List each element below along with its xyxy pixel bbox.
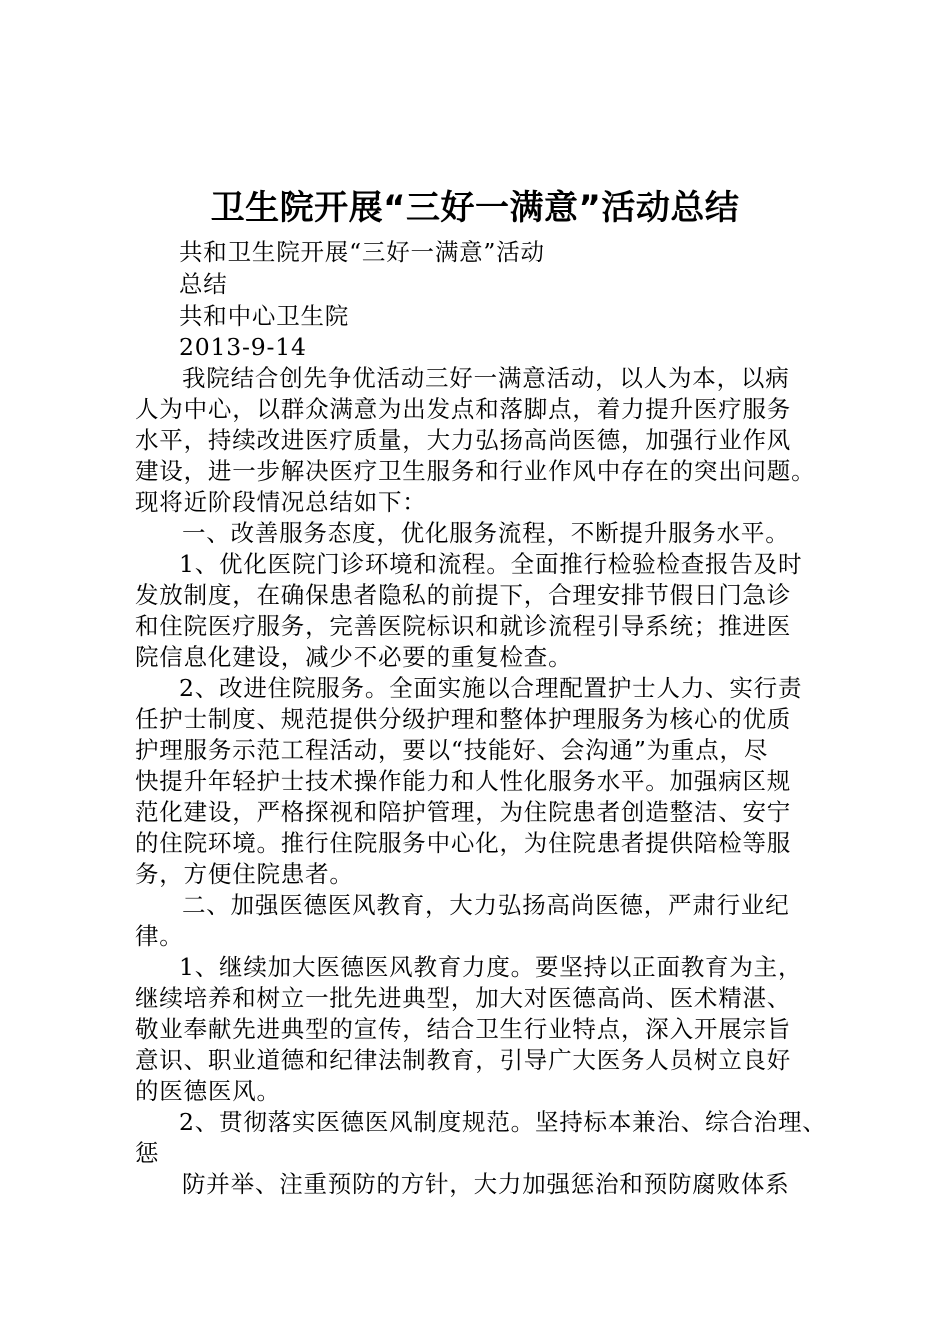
- subtitle-line-1: 共和卫生院开展“三好一满意”活动: [179, 238, 545, 266]
- body-line: 和住院医疗服务，完善医院标识和就诊流程引导系统；推进医: [135, 612, 792, 640]
- body-line: 水平，持续改进医疗质量，大力弘扬高尚医德，加强行业作风: [135, 426, 792, 454]
- body-line: 人为中心，以群众满意为出发点和落脚点，着力提升医疗服务: [135, 395, 792, 423]
- body-line: 建设，进一步解决医疗卫生服务和行业作风中存在的突出问题。: [135, 457, 816, 485]
- body-line: 发放制度，在确保患者隐私的前提下，合理安排节假日门急诊: [135, 581, 792, 609]
- body-line: 务，方便住院患者。: [135, 860, 354, 888]
- body-line: 2、贯彻落实医德医风制度规范。坚持标本兼治、综合治理、: [179, 1108, 827, 1136]
- author-line: 共和中心卫生院: [179, 302, 350, 330]
- body-line: 任护士制度、规范提供分级护理和整体护理服务为核心的优质: [135, 705, 792, 733]
- section-heading: 二、加强医德医风教育，大力弘扬高尚医德，严肃行业纪: [182, 891, 790, 919]
- date-line: 2013-9-14: [179, 333, 307, 361]
- subtitle-line-2: 总结: [179, 270, 228, 298]
- body-line: 范化建设，严格探视和陪护管理，为住院患者创造整洁、安宁: [135, 798, 792, 826]
- body-line: 防并举、注重预防的方针，大力加强惩治和预防腐败体系: [182, 1170, 790, 1198]
- body-line: 继续培养和树立一批先进典型，加大对医德高尚、医术精湛、: [135, 984, 792, 1012]
- body-line: 快提升年轻护士技术操作能力和人性化服务水平。加强病区规: [135, 767, 792, 795]
- section-heading: 一、改善服务态度，优化服务流程，不断提升服务水平。: [182, 519, 790, 547]
- body-line: 1、优化医院门诊环境和流程。全面推行检验检查报告及时: [179, 550, 803, 578]
- body-line: 敬业奉献先进典型的宣传，结合卫生行业特点，深入开展宗旨: [135, 1015, 792, 1043]
- body-line: 的住院环境。推行住院服务中心化，为住院患者提供陪检等服: [135, 829, 792, 857]
- body-line: 2、改进住院服务。全面实施以合理配置护士人力、实行责: [179, 674, 803, 702]
- body-line: 的医德医风。: [135, 1077, 281, 1105]
- section-heading-continued: 律。: [135, 922, 184, 950]
- body-line: 惩: [135, 1139, 160, 1167]
- body-line: 意识、职业道德和纪律法制教育，引导广大医务人员树立良好: [135, 1046, 792, 1074]
- body-line: 我院结合创先争优活动三好一满意活动，以人为本，以病: [182, 364, 790, 392]
- body-line: 1、继续加大医德医风教育力度。要坚持以正面教育为主，: [179, 953, 803, 981]
- body-line: 现将近阶段情况总结如下：: [135, 488, 427, 516]
- body-line: 护理服务示范工程活动，要以“技能好、会沟通”为重点，尽: [135, 736, 769, 764]
- body-line: 院信息化建设，减少不必要的重复检查。: [135, 643, 573, 671]
- document-title: 卫生院开展“三好一满意”活动总结: [210, 188, 740, 228]
